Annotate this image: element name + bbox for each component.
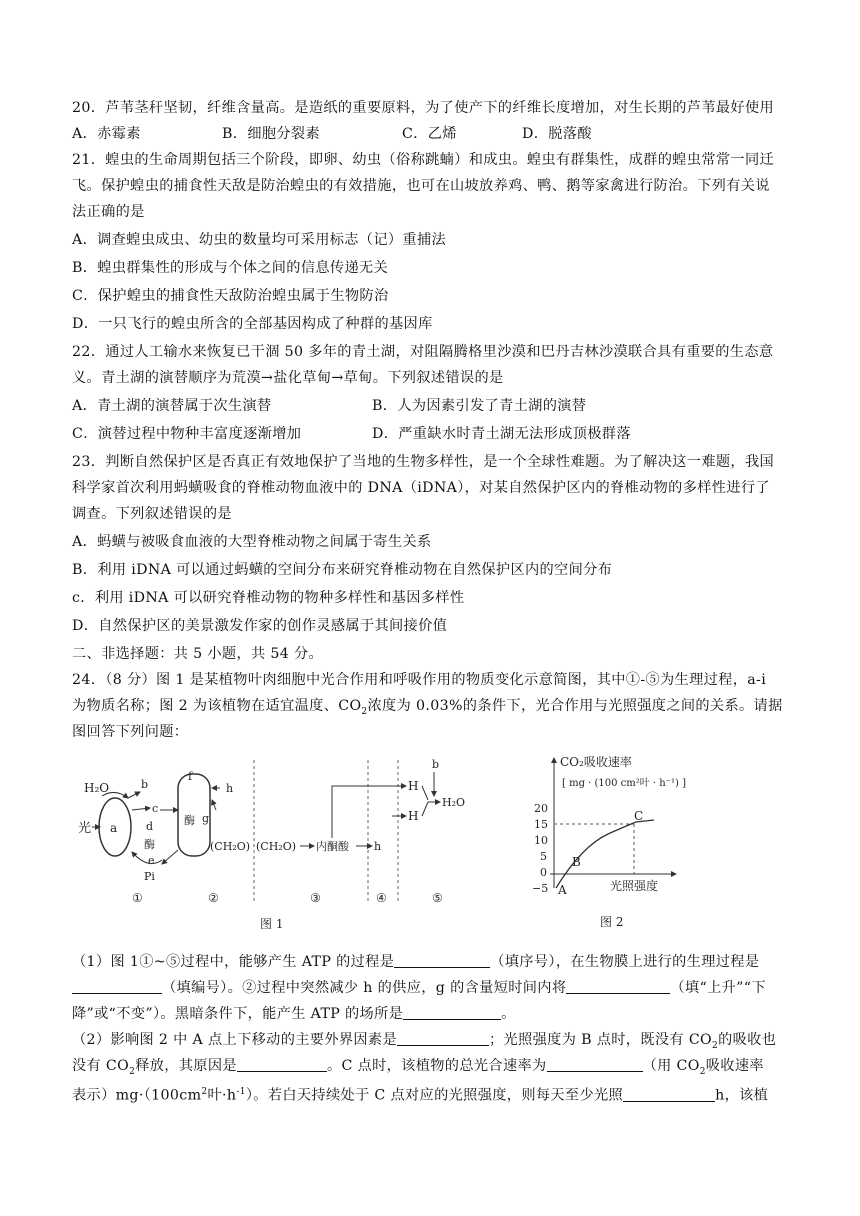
q24-line-1: 24．（8 分）图 1 是某植物叶肉细胞中光合作用和呼吸作用的物质变化示意简图，其中①-⑤为生理过程，a-i	[72, 672, 767, 688]
q21-option-a: A．调查蝗虫成虫、幼虫的数量均可采用标志（记）重捕法	[72, 232, 447, 248]
figure-1-diagram	[70, 752, 510, 938]
fig1-label-H-bottom: H	[408, 809, 419, 823]
fig2-yunit: [ mg · (100 cm²叶 · h⁻¹) ]	[562, 778, 687, 789]
q23-option-a: A．蚂蟥与被吸食血液的大型脊椎动物之间属于寄生关系	[72, 534, 432, 550]
q21-option-d: D．一只飞行的蝗虫所含的全部基因构成了种群的基因库	[72, 316, 433, 332]
q21-line-2: 飞。保护蝗虫的捕食性天敌是防治蝗虫的有效措施，也可在山坡放养鸡、鸭、鹅等家禽进行防治。下列有关说	[72, 178, 770, 194]
photosynthesis-curve	[556, 820, 654, 888]
q24-1-line-1: （1）图 1①~⑤过程中，能够产生 ATP 的过程是 （填序号），在生物膜上进行的生理过程是	[72, 954, 760, 970]
fig2-tick-5: 5	[540, 850, 547, 863]
q22-option-b: B．人为因素引发了青土湖的演替	[372, 398, 587, 414]
answer-blank[interactable]	[566, 978, 670, 994]
fig1-label-h2o-right: H₂O	[442, 796, 466, 809]
fig1-process-4: ④	[376, 891, 387, 905]
q24-2-line-2: 没有 $CO_2$释放，其原因是 。C 点时，该植物的总光合速率为 （用 $CO_2$吸收速率	[72, 1058, 764, 1077]
answer-blank[interactable]	[403, 1004, 501, 1020]
answer-blank[interactable]	[237, 1056, 327, 1072]
q23-option-c: c．利用 iDNA 可以研究脊椎动物的物种多样性和基因多样性	[72, 590, 465, 606]
fig1-process-2: ②	[208, 891, 219, 905]
fig1-process-5: ⑤	[432, 891, 443, 905]
q22-option-d: D．严重缺水时青土湖无法形成顶极群落	[372, 426, 631, 442]
figure-2-chart	[530, 750, 730, 936]
fig1-label-d: d	[146, 820, 154, 833]
q24-2-line-1: （2）影响图 2 中 A 点上下移动的主要外界因素是 ；光照强度为 B 点时，既没有 $CO_2$的吸收也	[72, 1032, 777, 1051]
q24-line-2: 为物质名称；图 2 为该植物在适宜温度、$CO_2$浓度为 0.03%的条件下，光合作用与光照强度之间的关系。请据	[72, 698, 783, 717]
fig2-point-b: B	[572, 855, 581, 869]
q22-option-a: A．青土湖的演替属于次生演替	[72, 398, 272, 414]
fig1-label-c: c	[152, 802, 159, 815]
q24-1-line-2: （填编号）。②过程中突然减少 h 的供应，g 的含量短时间内将 （填“上升”“下	[72, 978, 766, 998]
q21-option-b: B．蝗虫群集性的形成与个体之间的信息传递无关	[72, 260, 389, 276]
q24-line-3: 图回答下列问题：	[72, 724, 189, 740]
q23-option-b: B．利用 iDNA 可以通过蚂蟥的空间分布来研究脊椎动物在自然保护区内的空间分布	[72, 562, 613, 578]
answer-blank[interactable]	[397, 1030, 489, 1046]
fig1-label-H-top: H	[408, 779, 419, 793]
fig1-label-g: g	[202, 812, 210, 825]
answer-blank[interactable]	[623, 1086, 715, 1102]
fig2-point-a: A	[558, 883, 567, 897]
q22-line-2: 义。青土湖的演替顺序为荒漠→盐化草甸→草甸。下列叙述错误的是	[72, 370, 504, 386]
q23-line-3: 调查。下列叙述错误的是	[72, 506, 232, 522]
fig1-process-3: ③	[310, 891, 321, 905]
fig1-label-h-bottom: h	[374, 840, 382, 853]
fig2-tick-20: 20	[534, 802, 548, 815]
fig1-label-f: f	[188, 770, 193, 783]
fig1-label-h2o-left: H₂O	[84, 781, 110, 795]
fig2-tick-10: 10	[534, 834, 548, 847]
fig1-caption: 图 1	[260, 917, 284, 931]
q23-option-d: D．自然保护区的美景激发作家的创作灵感属于其间接价值	[72, 618, 448, 634]
answer-blank[interactable]	[547, 1056, 643, 1072]
fig1-label-ch2o-2: (CH₂O)	[256, 840, 297, 853]
q21-line-1: 21．蝗虫的生命周期包括三个阶段，即卵、幼虫（俗称跳蝻）和成虫。蝗虫有群集性，成群的蝗虫常常一同迁	[72, 152, 775, 168]
fig1-label-enzyme-2: 酶	[184, 814, 195, 827]
q21-line-3: 法正确的是	[72, 204, 145, 220]
fig1-label-enzyme-1: 酶	[144, 838, 155, 851]
q24-1-line-3: 降”或“不变”）。黑暗条件下，能产生 ATP 的场所是 。	[72, 1006, 516, 1022]
fig1-process-1: ①	[132, 891, 143, 905]
fig2-tick-0: 0	[540, 866, 547, 879]
fig1-label-light: 光	[78, 821, 92, 836]
fig1-label-b-right: b	[432, 758, 440, 771]
q23-line-2: 科学家首次利用蚂蟥吸食的脊椎动物血液中的 DNA（iDNA），对某自然保护区内的脊椎动物的多样性进行了	[72, 480, 770, 496]
fig2-caption: 图 2	[600, 915, 624, 929]
answer-blank[interactable]	[394, 952, 490, 968]
fig1-label-b-left: b	[141, 778, 149, 791]
fig1-label-ch2o-1: (CH₂O)	[210, 840, 251, 853]
q20-option-a: A．赤霉素	[72, 126, 141, 142]
fig2-tick-neg5: −5	[532, 882, 549, 895]
q21-option-c: C．保护蝗虫的捕食性天敌防治蝗虫属于生物防治	[72, 288, 389, 304]
fig2-ylabel: CO₂吸收速率	[560, 755, 632, 769]
q20-option-d: D．脱落酸	[522, 126, 592, 142]
answer-blank[interactable]	[72, 978, 162, 994]
fig2-point-c: C	[634, 809, 644, 823]
fig2-xlabel: 光照强度	[610, 879, 659, 893]
q20-stem: 20．芦苇茎秆坚韧，纤维含量高。是造纸的重要原料，为了使产下的纤维长度增加，对生长期的芦苇最好使用	[72, 100, 775, 116]
fig1-label-a: a	[110, 821, 118, 835]
fig1-label-pyruvate: 内酮酸	[316, 840, 349, 853]
section-heading: 二、非选择题：共 5 小题，共 54 分。	[72, 646, 324, 662]
fig2-tick-15: 15	[534, 818, 548, 831]
fig1-label-h-top: h	[226, 782, 234, 795]
fig1-label-e: e	[148, 854, 155, 867]
q22-line-1: 22．通过人工输水来恢复已干涸 50 多年的青土湖，对阻隔腾格里沙漠和巴丹吉林沙漠联合具有重要的生态意	[72, 344, 774, 360]
q23-line-1: 23．判断自然保护区是否真正有效地保护了当地的生物多样性，是一个全球性难题。为了解决这一难题，我国	[72, 454, 775, 470]
q22-option-c: C．演替过程中物种丰富度逐渐增加	[72, 426, 302, 442]
q24-2-line-3: 表示）$mg\cdot(100cm^2$叶$\cdot h^{-1}$）。若白天持续处于 C 点对应的光照强度，则每天至少光照 h，该植	[72, 1087, 769, 1104]
q20-option-b: B．细胞分裂素	[222, 126, 321, 142]
fig1-label-pi: Pi	[144, 870, 155, 883]
q20-option-c: C．乙烯	[402, 126, 457, 142]
